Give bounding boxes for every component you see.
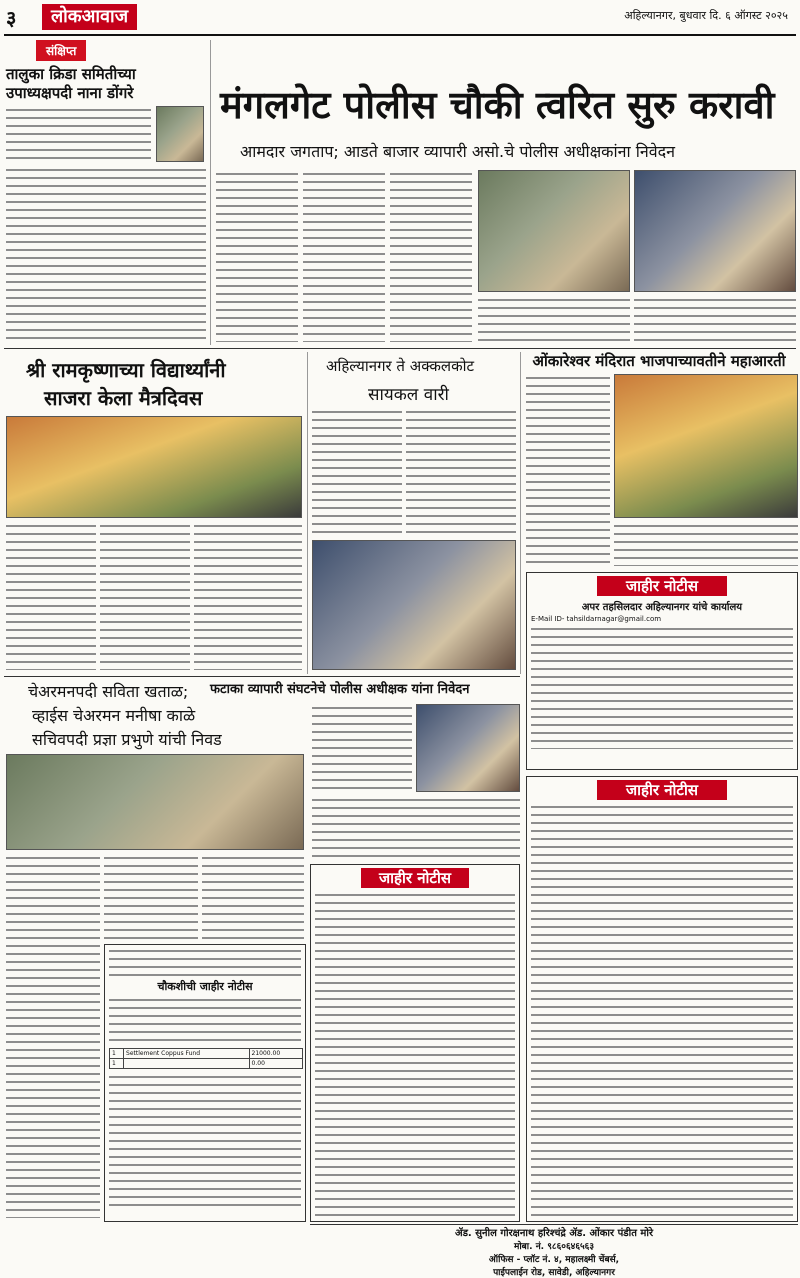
- lead-photo-1: [478, 170, 630, 292]
- story5-headline-1: चेअरमनपदी सविता खताळ;: [28, 682, 189, 701]
- notice-4-intro: [109, 996, 301, 1046]
- brief-headline: तालुका क्रिडा समितीच्या उपाध्यक्षपदी नाना डोंगरे: [6, 65, 136, 102]
- masthead-logo: लोकआवाज: [42, 4, 137, 30]
- notice-4-table: 1 Settlement Coppus Fund 21000.00 1 0.00: [109, 1048, 303, 1069]
- story3-body-2: [406, 408, 516, 536]
- brief-tag: संक्षिप्त: [36, 40, 86, 61]
- story6-body-1: [312, 704, 412, 792]
- notice-2: [526, 776, 798, 1222]
- story3-headline-1: अहिल्यानगर ते अक्कलकोट: [326, 357, 475, 375]
- notice-1-body: [531, 625, 793, 749]
- story2-body-1: [6, 522, 96, 670]
- lead-photo-2: [634, 170, 796, 292]
- notice-3: [310, 864, 520, 1222]
- lead-subhead: आमदार जगताप; आडते बाजार व्यापारी असो.चे पोलीस अधीक्षकांना निवेदन: [240, 142, 676, 161]
- notice-1: [526, 572, 798, 770]
- table-row-2-amount: 0.00: [249, 1059, 302, 1069]
- story3-headline-2: सायकल वारी: [368, 385, 449, 405]
- notice-2-title: जाहीर नोटीस: [597, 780, 727, 800]
- story4-photo: [614, 374, 798, 518]
- lead-body-col3: [390, 170, 472, 342]
- story2-headline-2: साजरा केला मैत्रदिवस: [44, 386, 203, 410]
- brief-body: [6, 106, 151, 162]
- person-photo: [156, 106, 204, 162]
- story6-photo: [416, 704, 520, 792]
- notice-1-title: जाहीर नोटीस: [597, 576, 727, 596]
- lead-headline: मंगलगेट पोलीस चौकी त्वरित सुरु करावी: [220, 82, 775, 127]
- ad-line-2: मोबा. नं. ९८६०६४६५६३: [513, 1242, 595, 1252]
- lead-caption-1: [478, 296, 630, 342]
- notice-4-body: [109, 1073, 301, 1209]
- dateline: अहिल्यानगर, बुधवार दि. ६ ऑगस्ट २०२५: [624, 9, 788, 22]
- table-row-1-amount: 21000.00: [249, 1049, 302, 1059]
- ad-line-1: ॲड. सुनील गोरक्षनाथ हरिश्चंद्रे ॲड. ओंकार पंडीत मोरे: [454, 1228, 654, 1239]
- story5-photo: [6, 754, 304, 850]
- story3-body-1: [312, 408, 402, 536]
- story6-headline: फटाका व्यापारी संघटनेचे पोलीस अधीक्षक यांना निवेदन: [210, 682, 470, 697]
- story5-headline-3: सचिवपदी प्रज्ञा प्रभुणे यांची निवड: [32, 730, 222, 749]
- notice-3-title: जाहीर नोटीस: [361, 868, 469, 888]
- story5-headline-2: व्हाईस चेअरमन मनीषा काळे: [32, 706, 196, 725]
- notice-4-title: चौकशीची जाहीर नोटीस: [157, 980, 253, 993]
- notice-4-top: [109, 947, 301, 977]
- notice-1-email: E-Mail ID- tahsildarnagar@gmail.com: [531, 615, 662, 623]
- story5-body-1: [6, 854, 100, 1218]
- lead-caption-2: [634, 296, 796, 342]
- notice-1-office: अपर तहसिलदार अहिल्यानगर यांचे कार्यालय: [581, 602, 743, 613]
- page-number: ३: [6, 6, 17, 30]
- advocate-ad: [310, 1224, 798, 1278]
- story3-photo: [312, 540, 516, 670]
- brief-body-2: [6, 166, 206, 340]
- header-rule: [4, 34, 796, 36]
- ad-line-3: ऑफिस - प्लॉट नं. ४, महालक्ष्मी चेंबर्स,: [488, 1255, 620, 1265]
- ad-line-4: पाईपलाईन रोड, सावेडी, अहिल्यानगर: [493, 1268, 615, 1278]
- story2-body-3: [194, 522, 302, 670]
- story6-body-2: [312, 796, 520, 858]
- notice-4: [104, 944, 306, 1222]
- lead-body-col2: [303, 170, 385, 342]
- notice-3-body: [315, 891, 515, 1221]
- story2-headline-1: श्री रामकृष्णाच्या विद्यार्थ्यांनी: [26, 358, 226, 382]
- notice-2-body: [531, 803, 793, 1219]
- story5-body-2: [104, 854, 198, 940]
- story4-body-1: [526, 374, 610, 566]
- brief-column: [6, 40, 206, 345]
- story5-body-3: [202, 854, 304, 940]
- story4-caption: [614, 522, 798, 566]
- story2-body-2: [100, 522, 190, 670]
- story4-headline: ओंकारेश्वर मंदिरात भाजपाच्यावतीने महाआरती: [532, 352, 786, 370]
- lead-body-col1: [216, 170, 298, 342]
- story2-photo: [6, 416, 302, 518]
- table-row-1-desc: Settlement Coppus Fund: [124, 1049, 250, 1059]
